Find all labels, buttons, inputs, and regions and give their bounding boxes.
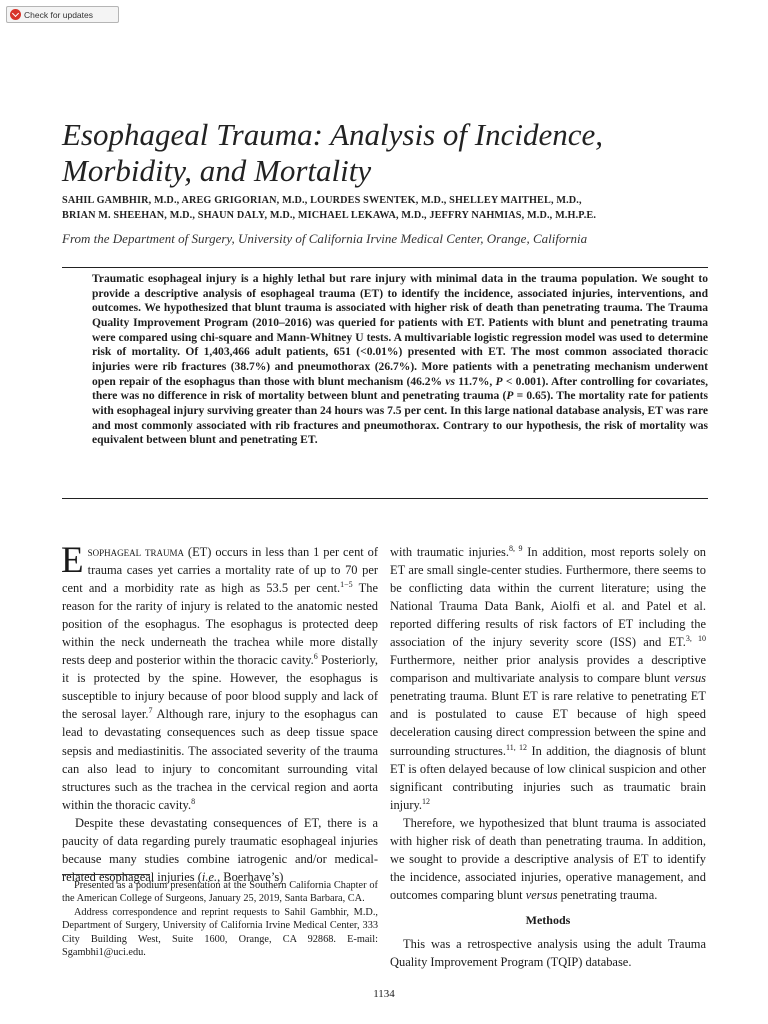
- intro-text-e: Despite these devastating consequences of ET, there is a paucity of data regarding purely traumatic esophageal injuries because many studies combine iatrogenic and/or medical-related esophageal injuries (: [62, 815, 378, 884]
- methods-text: This was a retrospective analysis using the adult Trauma Quality Improvement Program (TQIP) database.: [390, 937, 706, 970]
- affiliation: From the Department of Surgery, University of California Irvine Medical Center, Orange, California: [62, 231, 588, 246]
- check-for-updates-label: Check for updates: [24, 9, 93, 20]
- methods-heading: Methods: [525, 913, 571, 927]
- title-line-2: Morbidity, and Mortality: [62, 153, 372, 188]
- left-column: [61, 540, 379, 886]
- intro-ie: i.e.: [201, 869, 218, 884]
- intro-text-b: The reason for the rarity of injury is related to the anatomic nested position of the esophagus. The esophagus is protected deep within the neck underneath the trachea while more distally rests deep and posterior within the thoracic cavity.: [62, 581, 378, 668]
- right-text-d: penetrating trauma. Blunt ET is rare relative to penetrating ET and is postulated to cause ET because of high speed deceleration causing direct compression between the spine and surrounding structures.: [390, 689, 706, 758]
- right-text-f: Therefore, we hypothesized that blunt trauma is associated with higher risk of death than penetrating trauma. In addition, we sought to provide a descriptive analysis of ET to identify the incidence, associated injuries, operative management, and outcomes comparing blunt: [390, 815, 706, 902]
- right-versus-2: versus: [525, 887, 558, 902]
- intro-paragraph-3: [390, 543, 706, 814]
- abstract-part-2: 11.7%,: [454, 375, 496, 388]
- citation-ref: 7: [148, 706, 153, 716]
- citation-ref: 8, 9: [508, 543, 523, 553]
- abstract-p-value-1: P: [495, 375, 503, 388]
- abstract-vs: vs: [445, 375, 455, 388]
- intro-paragraph-2: [62, 814, 378, 886]
- authors-line-1: SAHIL GAMBHIR, M.D., AREG GRIGORIAN, M.D., LOURDES SWENTEK, M.D., SHELLEY MAITHEL, M.D.,: [62, 195, 582, 206]
- intro-paragraph-1: [61, 540, 379, 814]
- citation-ref: 8: [191, 796, 196, 806]
- drop-cap: E: [61, 540, 84, 581]
- footnotes: [62, 879, 378, 959]
- right-text-e: In addition, the diagnosis of blunt ET is often delayed because of low clinical suspicion and other significant contributing injuries such as traumatic brain injury.: [390, 743, 707, 812]
- abstract-text: [92, 272, 708, 448]
- abstract-part-3: < 0.001). After controlling for covariates, there was no difference in risk of mortality between blunt and penetrating trauma (: [92, 375, 708, 403]
- author-list: [62, 193, 712, 223]
- page-number: 1134: [373, 988, 395, 1000]
- citation-ref: 3, 10: [685, 634, 706, 644]
- intro-text-a: (ET) occurs in less than 1 per cent of trauma cases yet carries a mortality rate of up to 70 per cent and a morbidity rate as high as 53.5 per cent.: [62, 545, 379, 596]
- abstract-part-1: Traumatic esophageal injury is a highly lethal but rare injury with minimal data in the trauma population. We sought to provide a descriptive analysis of esophageal trauma (ET) to identify the incidence, associated injuries, interventions, and outcomes. We hypothesized that blunt trauma is associated with higher risk of death than penetrating trauma. The Trauma Quality Improvement Program (2010–2016) was queried for patients with ET. Patients with blunt and penetrating trauma were compared using chi-square and Mann-Whitney U tests. A multivariable logistic regression model was used to determine risk of mortality. Of 1,403,466 adult patients, 651 (<0.01%) presented with ET. The most common associated thoracic injuries were rib fractures (38.7%) and pneumothorax (26.7%). More patients with a penetrating mechanism underwent open repair of the esophagus than those with blunt mechanism (46.2%: [92, 273, 708, 388]
- citation-ref: 6: [313, 652, 318, 662]
- right-text-g: penetrating trauma.: [557, 887, 658, 902]
- abstract-p-value-2: P: [506, 390, 514, 403]
- right-text-c: Furthermore, neither prior analysis provides a descriptive comparison and multivariate analysis to compare blunt: [390, 653, 706, 686]
- intro-text-d: Although rare, injury to the esophagus can lead to devastating consequences such as deep tissue space sepsis and mediastinitis. The associated severity of the trauma can also lead to injury to concomitant surrounding vital structures such as the trachea in the cervical region and aorta within the thoracic cavity.: [62, 707, 378, 812]
- citation-ref: 1−5: [340, 579, 353, 589]
- check-updates-icon: [10, 9, 21, 20]
- small-caps-lead: sophageal trauma: [87, 545, 185, 559]
- citation-ref: 11, 12: [506, 742, 528, 752]
- hypothesis-paragraph: [390, 814, 706, 904]
- intro-text-f: , Boerhave’s): [217, 869, 284, 884]
- abstract-part-4: = 0.65). The mortality rate for patients with esophageal injury surviving greater than 24 hours was 7.5 per cent. In this large national database analysis, ET was rare and most commonly associated with rib fractures and pneumothorax. Contrary to our hypothesis, the risk of mortality was equivalent between blunt and penetrating ET.: [92, 390, 708, 447]
- intro-text-c: Posteriorly, it is protected by the spine. However, the esophagus is susceptible to injury because of poor blood supply and lack of the serosal layer.: [62, 653, 379, 722]
- footnote-presentation: Presented as a podium presentation at the Southern California Chapter of the American College of Surgeons, January 25, 2019, Santa Barbara, CA.: [62, 880, 378, 905]
- authors-line-2: BRIAN M. SHEEHAN, M.D., SHAUN DALY, M.D., MICHAEL LEKAWA, M.D., JEFFRY NAHMIAS, M.D., M.H.P.E.: [62, 210, 597, 221]
- abstract-box: [62, 267, 708, 499]
- title-line-1: Esophageal Trauma: Analysis of Incidence,: [62, 117, 604, 152]
- footnote-correspondence: Address correspondence and reprint requests to Sahil Gambhir, M.D., Department of Surgery, University of California Irvine Medical Center, 333 City Building West, Suite 1600, Orange, CA 92868. E-mail: Sgambhi1@uci.edu.: [62, 906, 378, 959]
- article-title: [62, 117, 702, 189]
- right-versus-1: versus: [674, 671, 706, 686]
- check-for-updates-badge[interactable]: [6, 6, 119, 23]
- right-column: [390, 543, 706, 904]
- citation-ref: 12: [422, 796, 431, 806]
- footnote-divider: [62, 874, 150, 875]
- right-text-b: In addition, most reports solely on ET are small single-center studies. Furthermore, there seems to be conflicting data within the current literature; using the National Trauma Data Bank, Aiolfi et al. and Patel et al. reported differing results of risk factors of ET including the association of the injury severity score (ISS) and ET.: [390, 545, 707, 650]
- right-text-a: with traumatic injuries.: [390, 545, 509, 559]
